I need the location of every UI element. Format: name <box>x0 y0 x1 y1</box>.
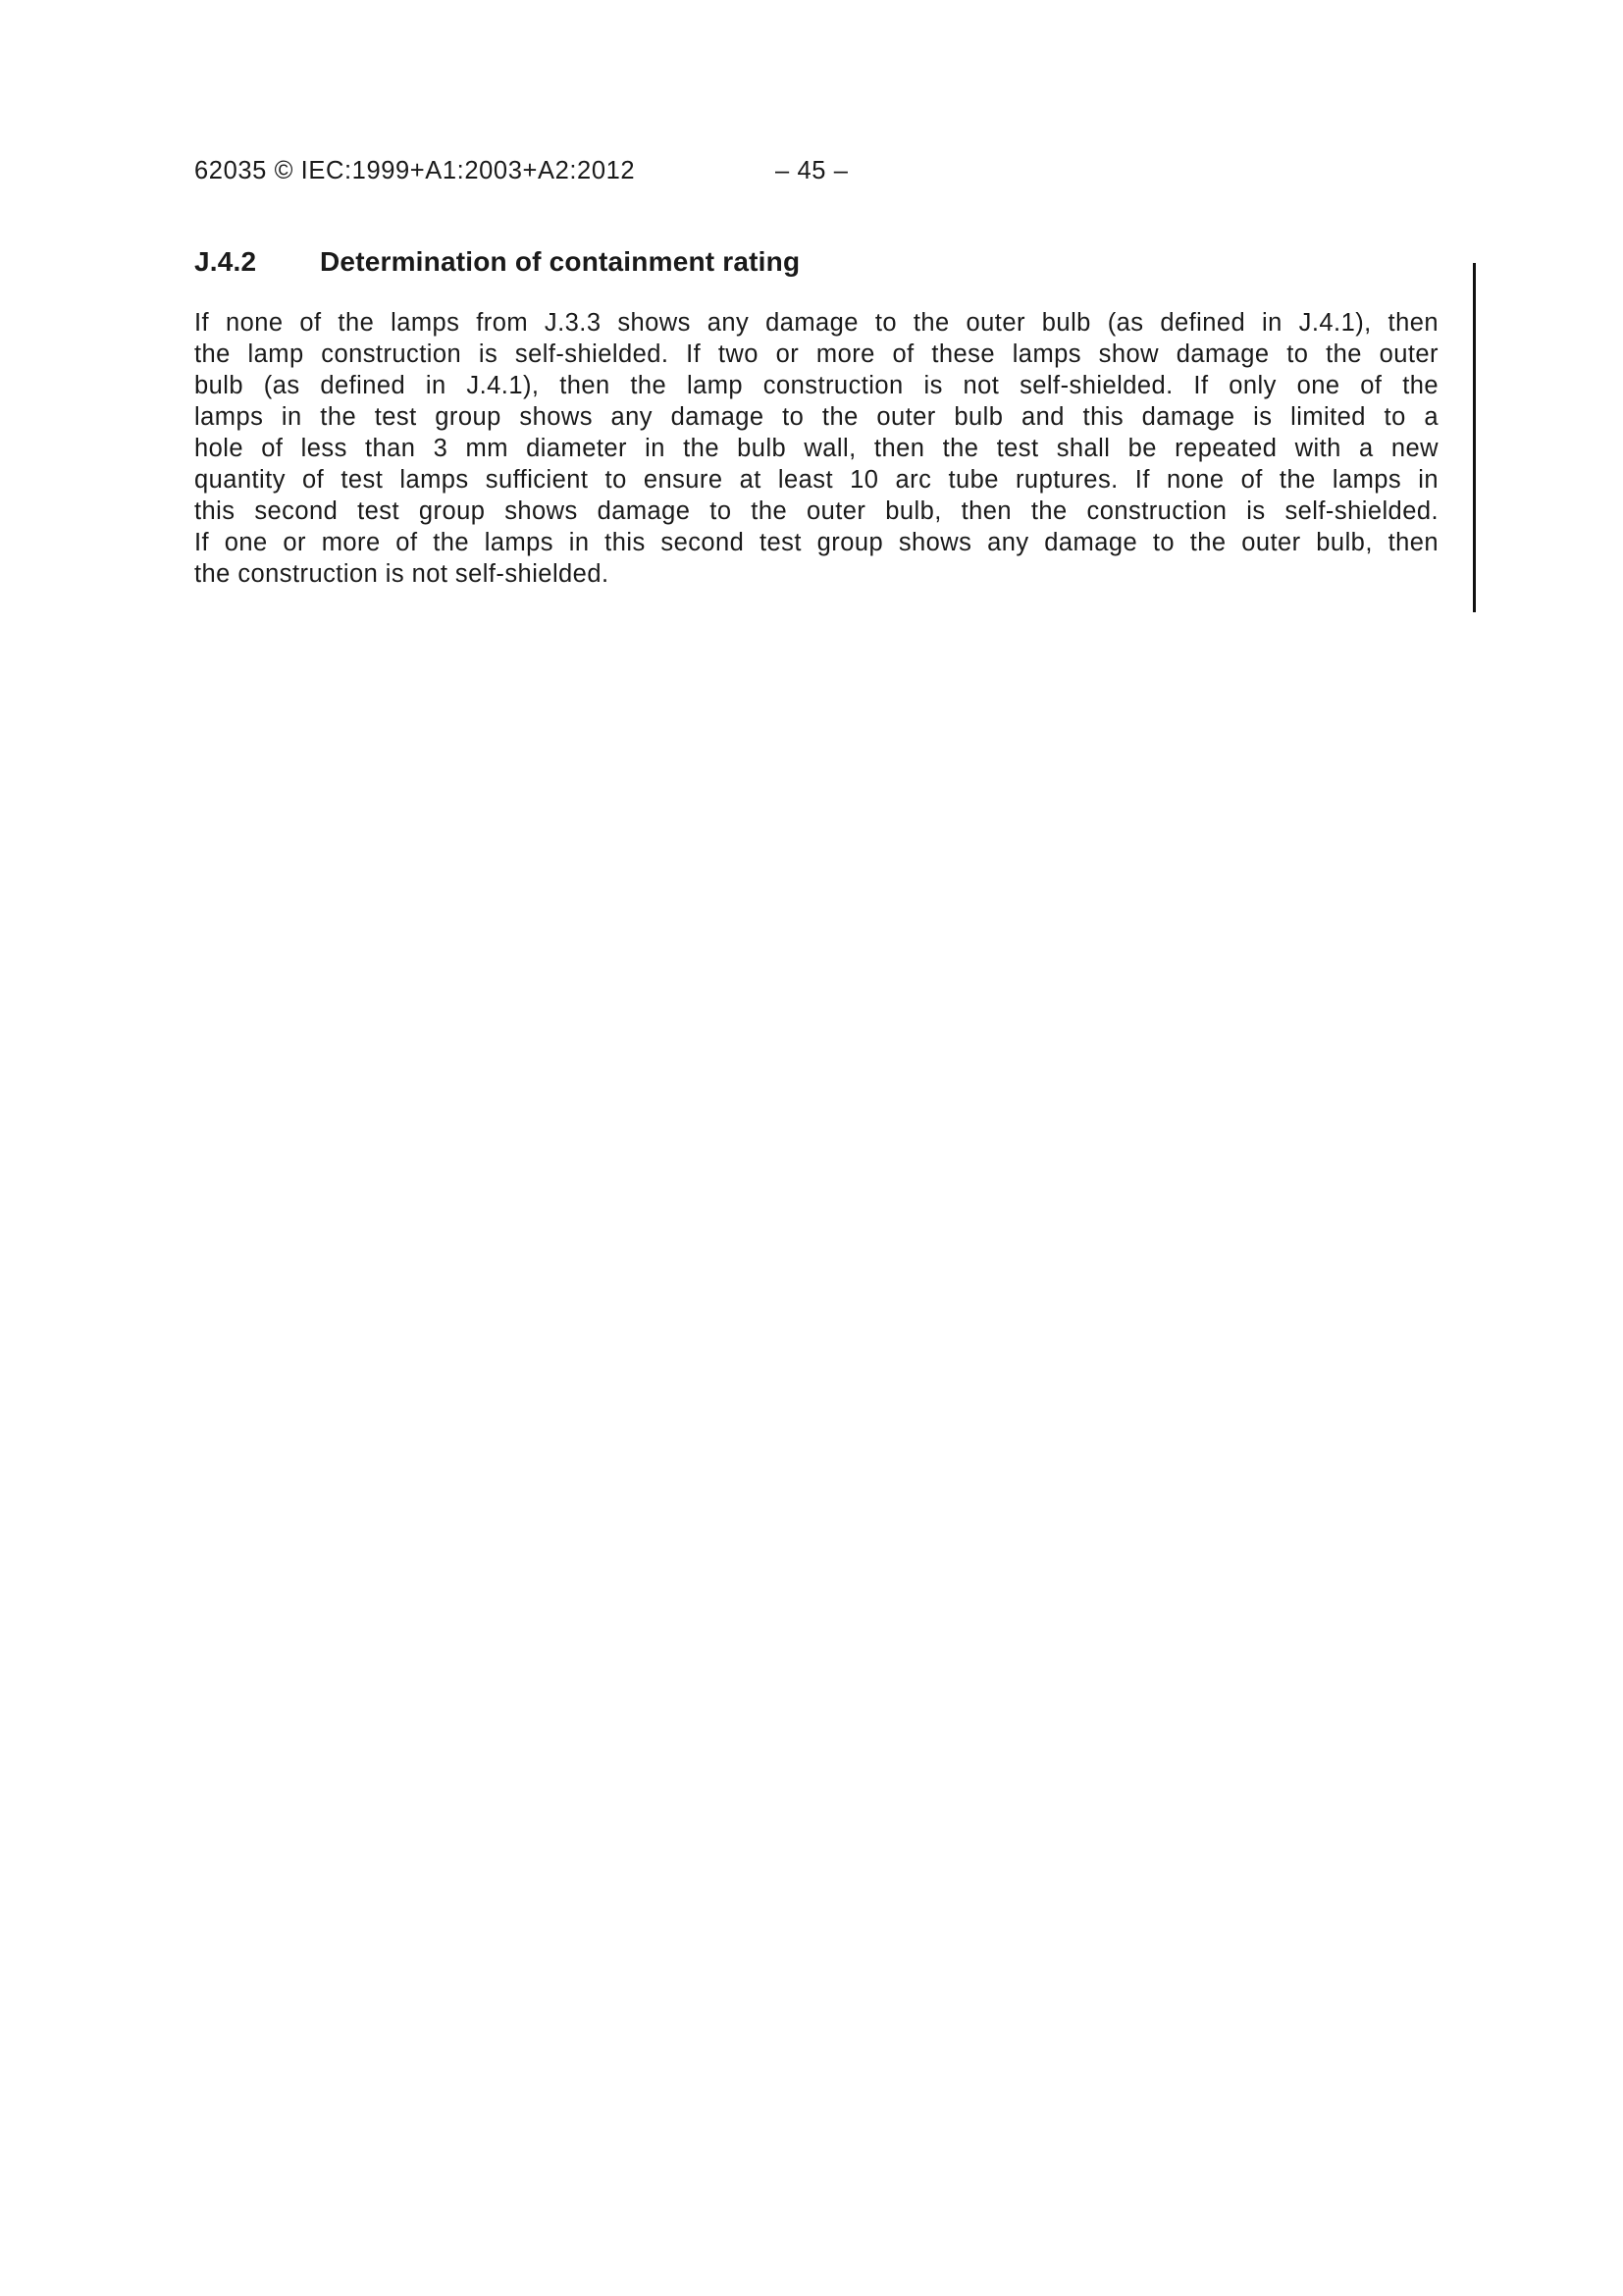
section-title: Determination of containment rating <box>320 246 801 277</box>
revision-change-bar <box>1473 263 1476 612</box>
body-paragraph <box>194 307 1439 590</box>
page-number: – 45 – <box>775 157 849 184</box>
section-number: J.4.2 <box>194 246 257 277</box>
paragraph-line: this second test group shows damage to the outer bulb, then the construction is self-shielded. <box>194 497 1439 525</box>
document-reference: 62035 © IEC:1999+A1:2003+A2:2012 <box>194 157 636 184</box>
paragraph-line: bulb (as defined in J.4.1), then the lamp construction is not self-shielded. If only one of the <box>194 372 1439 399</box>
paragraph-line: hole of less than 3 mm diameter in the bulb wall, then the test shall be repeated with a new <box>194 435 1439 462</box>
paragraph-line: lamps in the test group shows any damage to the outer bulb and this damage is limited to a <box>194 403 1439 431</box>
paragraph-line: the construction is not self-shielded. <box>194 560 609 588</box>
paragraph-line: the lamp construction is self-shielded. If two or more of these lamps show damage to the outer <box>194 340 1439 368</box>
paragraph-line: If one or more of the lamps in this second test group shows any damage to the outer bulb, then <box>194 529 1439 556</box>
paragraph-line: quantity of test lamps sufficient to ensure at least 10 arc tube ruptures. If none of the lamps in <box>194 466 1439 494</box>
paragraph-line: If none of the lamps from J.3.3 shows any damage to the outer bulb (as defined in J.4.1), then <box>194 309 1439 337</box>
